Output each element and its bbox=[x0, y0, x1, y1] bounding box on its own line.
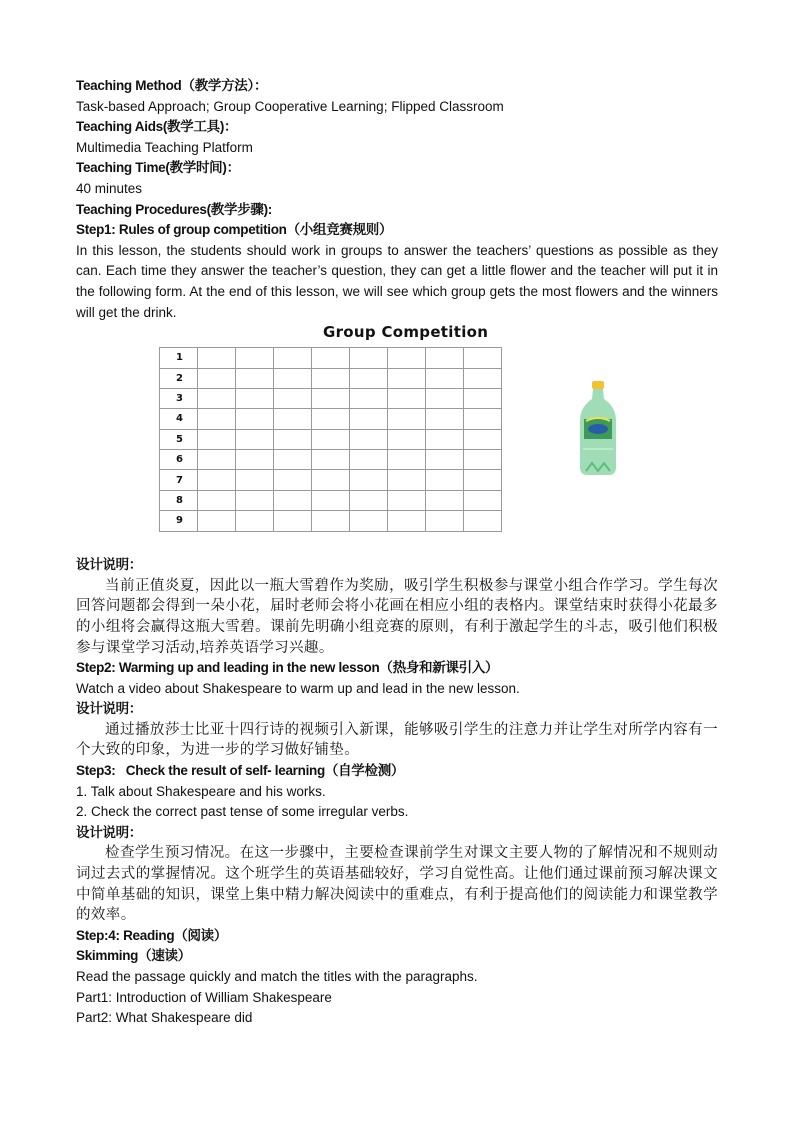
score-cell bbox=[388, 348, 426, 368]
score-cell bbox=[236, 429, 274, 449]
score-cell bbox=[426, 490, 464, 510]
score-cell bbox=[464, 348, 502, 368]
score-cell bbox=[198, 348, 236, 368]
step4-part: Part1: Introduction of William Shakespeare bbox=[76, 989, 332, 1005]
score-cell bbox=[350, 511, 388, 531]
score-cell bbox=[312, 470, 350, 490]
score-cell bbox=[236, 368, 274, 388]
step2-design-label: 设计说明： bbox=[76, 701, 142, 717]
score-cell bbox=[464, 490, 502, 510]
group-number: 9 bbox=[160, 511, 198, 531]
score-cell bbox=[312, 368, 350, 388]
score-cell bbox=[312, 511, 350, 531]
score-cell bbox=[236, 348, 274, 368]
step1-design-note-text: 当前正值炎夏，因此以一瓶大雪碧作为奖励，吸引学生积极参与课堂小组合作学习。学生每次回答问题都会得到一朵小花，届时老师会将小花画在相应小组的表格内。课堂结束时获得小花最多的小组将会赢得这瓶大雪碧。课前先明确小组竞赛的原则，有利于激起学生的斗志，吸引他们积极参与课堂学习活动,培养英语学习兴趣。 bbox=[76, 577, 718, 656]
teaching-procedures-heading: Teaching Procedures(教学步骤): bbox=[76, 201, 272, 217]
step4-subheading: Skimming（速读） bbox=[76, 948, 191, 964]
score-cell bbox=[274, 511, 312, 531]
step3-design-note-text: 检查学生预习情况。在这一步骤中，主要检查课前学生对课文主要人物的了解情况和不规则动词过去式的掌握情况。这个班学生的英语基础较好，学习自觉性高。让他们通过课前预习解决课文中简单基础的知识，课堂上集中精力解决阅读中的重难点，有利于提高他们的阅读能力和课堂教学的效率。 bbox=[76, 845, 718, 924]
score-cell bbox=[426, 429, 464, 449]
step1-design-label: 设计说明： bbox=[76, 557, 142, 573]
group-number: 6 bbox=[160, 450, 198, 470]
teaching-time-value: 40 minutes bbox=[76, 180, 143, 196]
step2-heading: Step2: Warming up and leading in the new lesson（热身和新课引入） bbox=[76, 660, 499, 676]
group-number: 5 bbox=[160, 429, 198, 449]
score-cell bbox=[312, 429, 350, 449]
step4-instruction: Read the passage quickly and match the titles with the paragraphs. bbox=[76, 969, 478, 984]
step3-design-label: 设计说明： bbox=[76, 824, 142, 840]
score-cell bbox=[350, 429, 388, 449]
group-number: 4 bbox=[160, 409, 198, 429]
step3-heading: Step3: Check the result of self- learning（自学检测） bbox=[76, 763, 405, 779]
score-cell bbox=[312, 450, 350, 470]
competition-row bbox=[160, 470, 502, 490]
score-cell bbox=[274, 450, 312, 470]
score-cell bbox=[236, 511, 274, 531]
step3-design-note bbox=[76, 843, 718, 925]
score-cell bbox=[426, 409, 464, 429]
group-number: 2 bbox=[160, 368, 198, 388]
competition-row bbox=[160, 409, 502, 429]
teaching-aids-value: Multimedia Teaching Platform bbox=[76, 139, 253, 155]
group-competition-title: Group Competition bbox=[323, 323, 489, 342]
competition-row bbox=[160, 450, 502, 470]
score-cell bbox=[274, 429, 312, 449]
score-cell bbox=[312, 490, 350, 510]
score-cell bbox=[388, 470, 426, 490]
soda-bottle-icon bbox=[576, 379, 620, 479]
score-cell bbox=[464, 450, 502, 470]
score-cell bbox=[464, 511, 502, 531]
step2-body: Watch a video about Shakespeare to warm up and lead in the new lesson. bbox=[76, 680, 520, 696]
competition-row bbox=[160, 490, 502, 510]
score-cell bbox=[426, 348, 464, 368]
group-number: 1 bbox=[160, 348, 198, 368]
score-cell bbox=[388, 388, 426, 408]
teaching-method-value: Task-based Approach; Group Cooperative Learning; Flipped Classroom bbox=[76, 98, 504, 114]
teaching-time-heading: Teaching Time(教学时间)： bbox=[76, 160, 240, 176]
score-cell bbox=[464, 409, 502, 429]
score-cell bbox=[274, 409, 312, 429]
score-cell bbox=[388, 409, 426, 429]
score-cell bbox=[464, 368, 502, 388]
score-cell bbox=[388, 511, 426, 531]
score-cell bbox=[198, 450, 236, 470]
score-cell bbox=[198, 511, 236, 531]
score-cell bbox=[274, 490, 312, 510]
score-cell bbox=[464, 388, 502, 408]
score-cell bbox=[388, 450, 426, 470]
score-cell bbox=[274, 348, 312, 368]
score-cell bbox=[236, 470, 274, 490]
competition-row bbox=[160, 511, 502, 531]
score-cell bbox=[388, 368, 426, 388]
group-number: 8 bbox=[160, 490, 198, 510]
step4-heading: Step:4: Reading（阅读） bbox=[76, 927, 228, 943]
step4-part: Part2: What Shakespeare did bbox=[76, 1010, 253, 1026]
score-cell bbox=[274, 388, 312, 408]
step2-design-note-text: 通过播放莎士比亚十四行诗的视频引入新课，能够吸引学生的注意力并让学生对所学内容有一个大致的印象，为进一步的学习做好铺垫。 bbox=[76, 721, 718, 759]
score-cell bbox=[350, 368, 388, 388]
score-cell bbox=[350, 409, 388, 429]
step1-body: In this lesson, the students should work in groups to answer the teachers’ questions as possible as they can. Each time they answer the teacher’s question, they can get a little flower and the teacher will put it in the following form. At the end of this lesson, we will see which group gets the most flowers and the winners will get the drink. bbox=[76, 242, 718, 320]
score-cell bbox=[350, 490, 388, 510]
score-cell bbox=[350, 450, 388, 470]
competition-row bbox=[160, 368, 502, 388]
score-cell bbox=[464, 429, 502, 449]
score-cell bbox=[426, 470, 464, 490]
score-cell bbox=[198, 490, 236, 510]
score-cell bbox=[426, 368, 464, 388]
score-cell bbox=[426, 388, 464, 408]
score-cell bbox=[426, 511, 464, 531]
teaching-aids-heading: Teaching Aids(教学工具)： bbox=[76, 119, 238, 135]
score-cell bbox=[236, 450, 274, 470]
score-cell bbox=[236, 490, 274, 510]
score-cell bbox=[236, 388, 274, 408]
score-cell bbox=[198, 409, 236, 429]
document-page bbox=[76, 76, 718, 1029]
score-cell bbox=[198, 429, 236, 449]
score-cell bbox=[198, 470, 236, 490]
score-cell bbox=[312, 348, 350, 368]
group-competition-table bbox=[159, 347, 502, 532]
score-cell bbox=[388, 490, 426, 510]
group-competition-figure bbox=[76, 323, 718, 555]
score-cell bbox=[198, 388, 236, 408]
step1-design-note bbox=[76, 576, 718, 658]
score-cell bbox=[236, 409, 274, 429]
competition-row bbox=[160, 388, 502, 408]
competition-row bbox=[160, 429, 502, 449]
score-cell bbox=[350, 470, 388, 490]
step3-item: 2. Check the correct past tense of some irregular verbs. bbox=[76, 804, 409, 820]
score-cell bbox=[274, 368, 312, 388]
teaching-method-heading: Teaching Method（教学方法）： bbox=[76, 78, 268, 93]
step1-heading: Step1: Rules of group competition（小组竞赛规则） bbox=[76, 222, 393, 238]
score-cell bbox=[312, 409, 350, 429]
score-cell bbox=[350, 348, 388, 368]
group-number: 7 bbox=[160, 470, 198, 490]
step3-item: 1. Talk about Shakespeare and his works. bbox=[76, 783, 326, 799]
score-cell bbox=[350, 388, 388, 408]
score-cell bbox=[426, 450, 464, 470]
score-cell bbox=[464, 470, 502, 490]
score-cell bbox=[312, 388, 350, 408]
group-number: 3 bbox=[160, 388, 198, 408]
step2-design-note bbox=[76, 720, 718, 761]
score-cell bbox=[388, 429, 426, 449]
competition-row bbox=[160, 348, 502, 368]
score-cell bbox=[198, 368, 236, 388]
score-cell bbox=[274, 470, 312, 490]
